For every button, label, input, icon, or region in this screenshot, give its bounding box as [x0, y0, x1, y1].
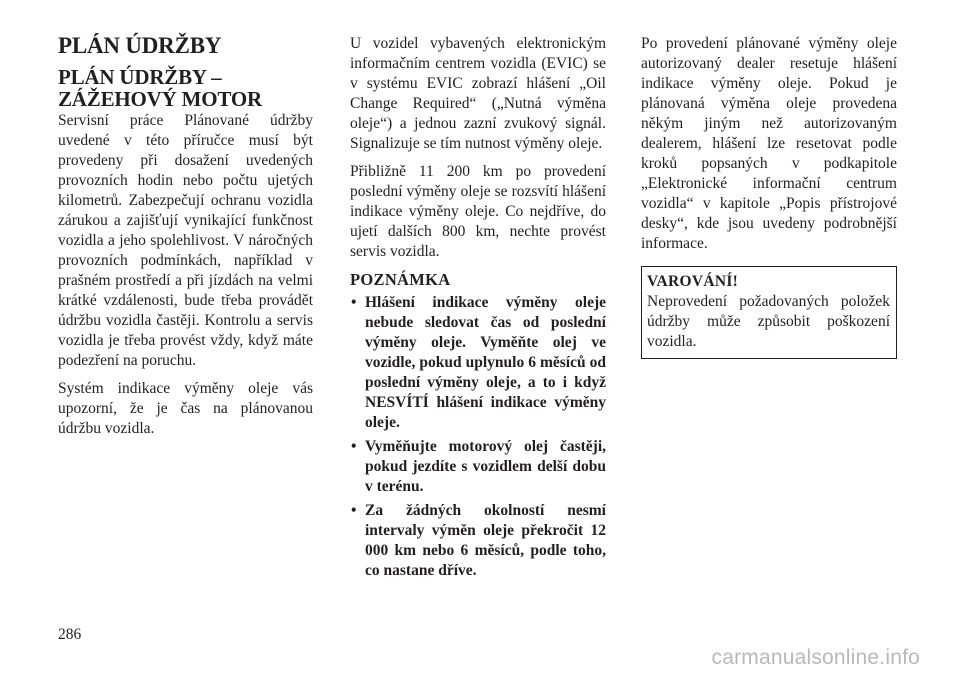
intro-paragraph: Servisní práce Plánované údržby uvedené v této příručce musí být provedeny při dosažení uvedených provozních hodin nebo počtu ujetých kilometrů. Zabezpečují ochranu vozidla zárukou a zajišťují vynikající funkčnost vozidla a jeho spolehlivost. V náročných provozních podmínkách, například v prašném prostředí a při jízdách na velmi krátké vzdálenosti, bude třeba provádět údržbu vozidla častěji. Kontrolu a servis vozidla je třeba provést vždy, když máte podezření na poruchu.: [58, 112, 313, 370]
note-item: [350, 437, 606, 497]
page-number: 286: [58, 626, 82, 643]
watermark: carmanualsonline.info: [711, 646, 920, 669]
bullet-icon: •: [351, 502, 357, 519]
left-column: [58, 34, 313, 447]
bullet-icon: •: [351, 294, 357, 311]
page-title: PLÁN ÚDRŽBY: [58, 33, 222, 58]
warning-heading: VAROVÁNÍ!: [647, 273, 739, 290]
reset-paragraph: Po provedení plánované výměny oleje autorizovaný dealer resetuje hlášení indikace výměny oleje. Pokud je plánovaná výměna oleje provedena někým jiným než autorizovaným dealerem, hlášení lze resetovat podle kroků popsaných v podkapitole „Elektronické informační centrum vozidla“ v kapitole „Popis přístrojové desky“, kde jsou uvedeny podrobnější informace.: [641, 35, 897, 252]
note-list: [350, 293, 606, 581]
note-heading: POZNÁMKA: [350, 270, 451, 289]
note-item: [350, 293, 606, 433]
mileage-paragraph: Přibližně 11 200 km po provedení poslední výměny oleje se rozsvítí hlášení indikace výměny oleje. Co nejdříve, do ujetí dalších 800 km, nechte provést servis vozidla.: [350, 163, 606, 260]
note-item: [350, 501, 606, 581]
warning-text: Neprovedení požadovaných položek údržby může způsobit poškození vozidla.: [647, 293, 890, 350]
bullet-icon: •: [351, 438, 357, 455]
warning-box: [641, 266, 897, 359]
evic-paragraph: U vozidel vybavených elektronickým informačním centrem vozidla (EVIC) se v systému EVIC zobrazí hlášení „Oil Change Required“ („Nutná výměna oleje“) a jednou zazní zvukový signál. Signalizuje se tím nutnost výměny oleje.: [350, 35, 606, 152]
note-item-text: Vyměňujte motorový olej častěji, pokud jezdíte s vozidlem delší dobu v terénu.: [365, 438, 606, 495]
note-item-text: Za žádných okolností nesmí intervaly výměn oleje překročit 12 000 km nebo 6 měsíců, podle toho, co nastane dříve.: [365, 502, 606, 579]
note-item-text: Hlášení indikace výměny oleje nebude sledovat čas od poslední výměny oleje. Vyměňte olej ve vozidle, pokud uplynulo 6 měsíců od poslední výměny oleje, a to i když NESVÍTÍ hlášení indikace výměny oleje.: [365, 294, 606, 431]
middle-column: [350, 34, 606, 585]
right-column: [641, 34, 897, 359]
oil-indicator-paragraph: Systém indikace výměny oleje vás upozorní, že je čas na plánovanou údržbu vozidla.: [58, 380, 313, 438]
section-title: PLÁN ÚDRŽBY – ZÁŽEHOVÝ MOTOR: [58, 65, 262, 112]
